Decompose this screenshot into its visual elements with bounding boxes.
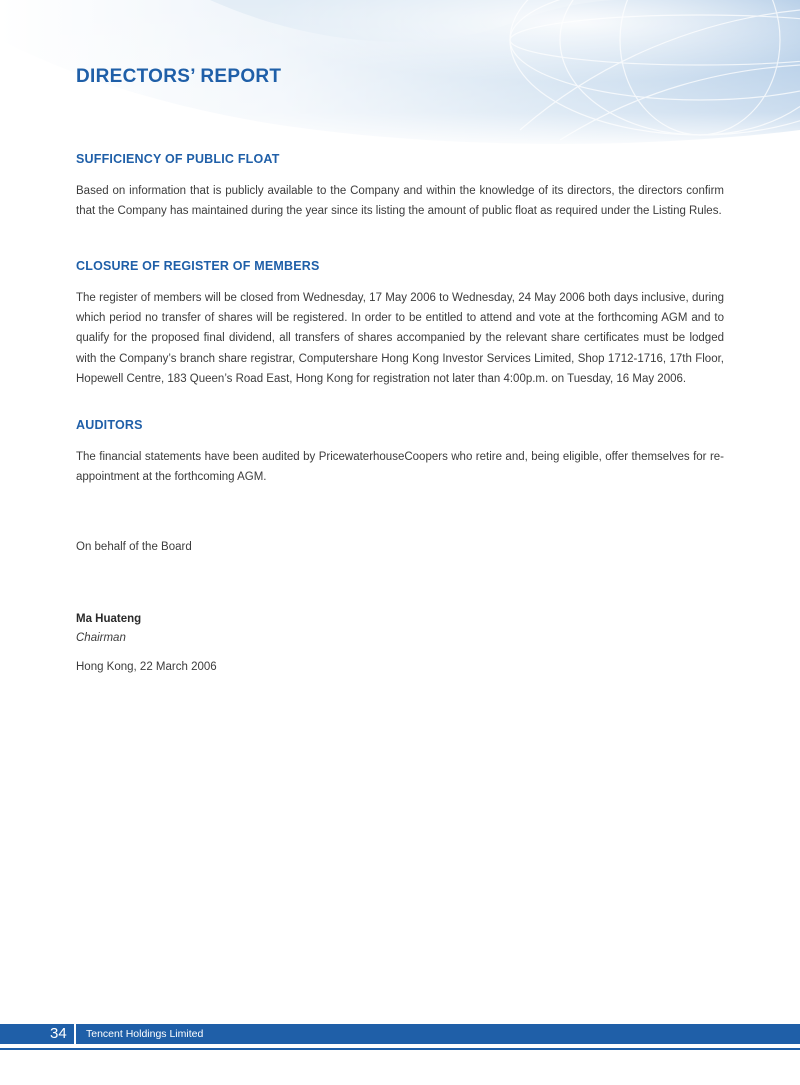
section-body: Based on information that is publicly available to the Company and within the knowledge of its directors, the directors confirm that the Company has maintained during the year since its listing the amount of public float as required under the Listing Rules.	[76, 185, 724, 218]
section-body: The financial statements have been audited by PricewaterhouseCoopers who retire and, being eligible, offer themselves for re-appointment at the forthcoming AGM.	[76, 451, 724, 484]
section-public-float	[76, 152, 724, 221]
signer-title: Chairman	[76, 632, 126, 644]
section-heading: AUDITORS	[76, 418, 143, 432]
section-heading: CLOSURE OF REGISTER OF MEMBERS	[76, 259, 320, 273]
signer-name: Ma Huateng	[76, 613, 142, 625]
footer-divider	[74, 1024, 76, 1044]
signature-closing: On behalf of the Board	[76, 541, 192, 553]
footer-company-name: Tencent Holdings Limited	[86, 1028, 204, 1040]
section-register-closure	[76, 259, 724, 389]
footer-bar	[0, 1024, 800, 1044]
page-number: 34	[50, 1025, 67, 1042]
page-title: DIRECTORS’ REPORT	[76, 66, 282, 87]
footer-rule	[0, 1048, 800, 1050]
section-auditors	[76, 418, 724, 487]
section-body: The register of members will be closed from Wednesday, 17 May 2006 to Wednesday, 24 May 2006 both days inclusive, during which period no transfer of shares will be registered. In order to be entitled to attend and vote at the forthcoming AGM and to qualify for the proposed final dividend, all transfers of shares accompanied by the relevant share certificates must be lodged with the Company’s branch share registrar, Computershare Hong Kong Investor Services Limited, Shop 1712-1716, 17th Floor, Hopewell Centre, 183 Queen’s Road East, Hong Kong for registration not later than 4:00p.m. on Tuesday, 16 May 2006.	[76, 292, 724, 385]
section-heading: SUFFICIENCY OF PUBLIC FLOAT	[76, 152, 280, 166]
signature-place-date: Hong Kong, 22 March 2006	[76, 661, 217, 673]
